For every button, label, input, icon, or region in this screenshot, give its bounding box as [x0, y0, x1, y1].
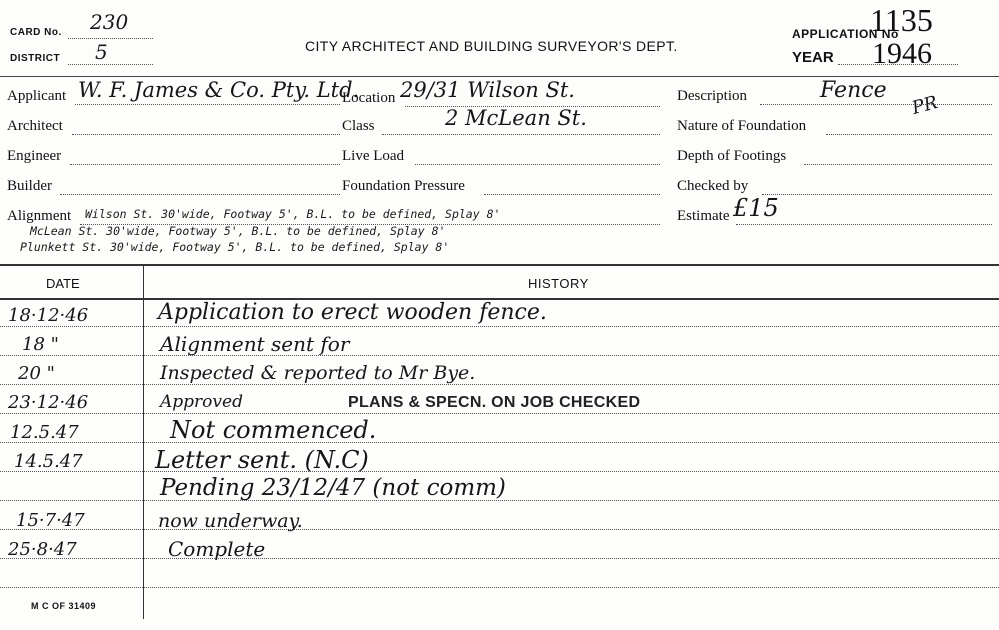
form-code: M C OF 31409: [31, 601, 97, 611]
row-1-history: Application to erect wooden fence.: [158, 300, 547, 325]
estimate-value: £15: [733, 194, 779, 222]
row-3-date: 20 ": [18, 363, 55, 384]
card-no-line: [68, 38, 153, 39]
live-load-line: [415, 164, 660, 165]
live-load-label: Live Load: [342, 148, 405, 164]
foundation-pressure-label: Foundation Pressure: [342, 178, 465, 194]
table-row-line: [0, 442, 999, 443]
table-row-line: [0, 587, 999, 588]
district-value: 5: [95, 40, 108, 64]
card-no-value: 230: [90, 10, 129, 34]
application-value: 1135: [870, 2, 933, 38]
row-8-history: now underway.: [158, 510, 303, 532]
architect-line: [72, 134, 340, 135]
foundation-pressure-line: [484, 194, 660, 195]
checked-by-label: Checked by: [677, 178, 749, 194]
table-row-line: [0, 529, 999, 530]
district-label: DISTRICT: [10, 53, 61, 64]
header-divider: [0, 76, 999, 77]
depth-of-footings-label: Depth of Footings: [677, 148, 787, 164]
row-2-date: 18 ": [22, 334, 59, 355]
table-row-line: [0, 355, 999, 356]
table-row-line: [0, 413, 999, 414]
applicant-value: W. F. James & Co. Pty. Ltd.: [78, 78, 360, 102]
description-line: [760, 104, 992, 105]
year-label: YEAR: [792, 49, 834, 66]
table-row-line: [0, 471, 999, 472]
builder-label: Builder: [7, 178, 52, 194]
row-3-history: Inspected & reported to Mr Bye.: [160, 362, 476, 384]
row-9-history: Complete: [168, 537, 266, 561]
alignment-line-2: McLean St. 30'wide, Footway 5', B.L. to be defined, Splay 8': [30, 224, 446, 238]
table-row-line: [0, 326, 999, 327]
applicant-line: [75, 104, 340, 105]
engineer-line: [70, 164, 340, 165]
alignment-line-3: Plunkett St. 30'wide, Footway 5', B.L. to be defined, Splay 8': [20, 240, 450, 254]
row-2-history: Alignment sent for: [160, 332, 350, 356]
engineer-label: Engineer: [7, 148, 62, 164]
application-label: APPLICATION No: [792, 27, 899, 41]
class-line: [382, 134, 660, 135]
applicant-label: Applicant: [7, 88, 67, 104]
location-label: Location: [342, 90, 396, 106]
row-4-date: 23·12·46: [8, 392, 89, 413]
alignment-line-1: Wilson St. 30'wide, Footway 5', B.L. to be defined, Splay 8': [85, 207, 501, 221]
year-value: 1946: [872, 37, 932, 70]
row-1-date: 18·12·46: [8, 305, 89, 326]
date-header: DATE: [46, 276, 80, 291]
class-value: 2 McLean St.: [445, 106, 587, 130]
history-header: HISTORY: [528, 276, 589, 291]
row-5-history: Not commenced.: [170, 416, 377, 444]
estimate-line: [736, 224, 992, 225]
row-5-date: 12.5.47: [10, 422, 79, 443]
nature-of-foundation-line: [826, 134, 992, 135]
row-7-history: Pending 23/12/47 (not comm): [160, 475, 506, 501]
row-9-date: 25·8·47: [8, 539, 77, 560]
estimate-label: Estimate: [677, 208, 730, 224]
row-8-date: 15·7·47: [16, 510, 85, 531]
dept-title: CITY ARCHITECT AND BUILDING SURVEYOR'S DEPT.: [305, 38, 678, 54]
description-value: Fence: [820, 78, 887, 103]
table-row-line: [0, 558, 999, 559]
district-line: [68, 64, 153, 65]
table-top-rule: [0, 264, 999, 266]
row-4-history: Approved: [160, 392, 243, 412]
depth-of-footings-line: [804, 164, 992, 165]
nature-of-foundation-label: Nature of Foundation: [677, 118, 807, 134]
class-label: Class: [342, 118, 375, 134]
checked-by-line: [762, 194, 992, 195]
card-no-label: CARD No.: [10, 27, 62, 38]
builder-line: [60, 194, 340, 195]
alignment-label: Alignment: [7, 208, 72, 224]
row-6-history: Letter sent. (N.C): [155, 446, 369, 474]
architect-label: Architect: [7, 118, 63, 134]
location-value: 29/31 Wilson St.: [400, 78, 575, 102]
row-6-date: 14.5.47: [14, 451, 83, 472]
description-label: Description: [677, 88, 747, 104]
table-row-line: [0, 384, 999, 385]
checked-stamp: PLANS & SPECN. ON JOB CHECKED: [348, 394, 641, 411]
description-mark: PR: [909, 92, 940, 119]
